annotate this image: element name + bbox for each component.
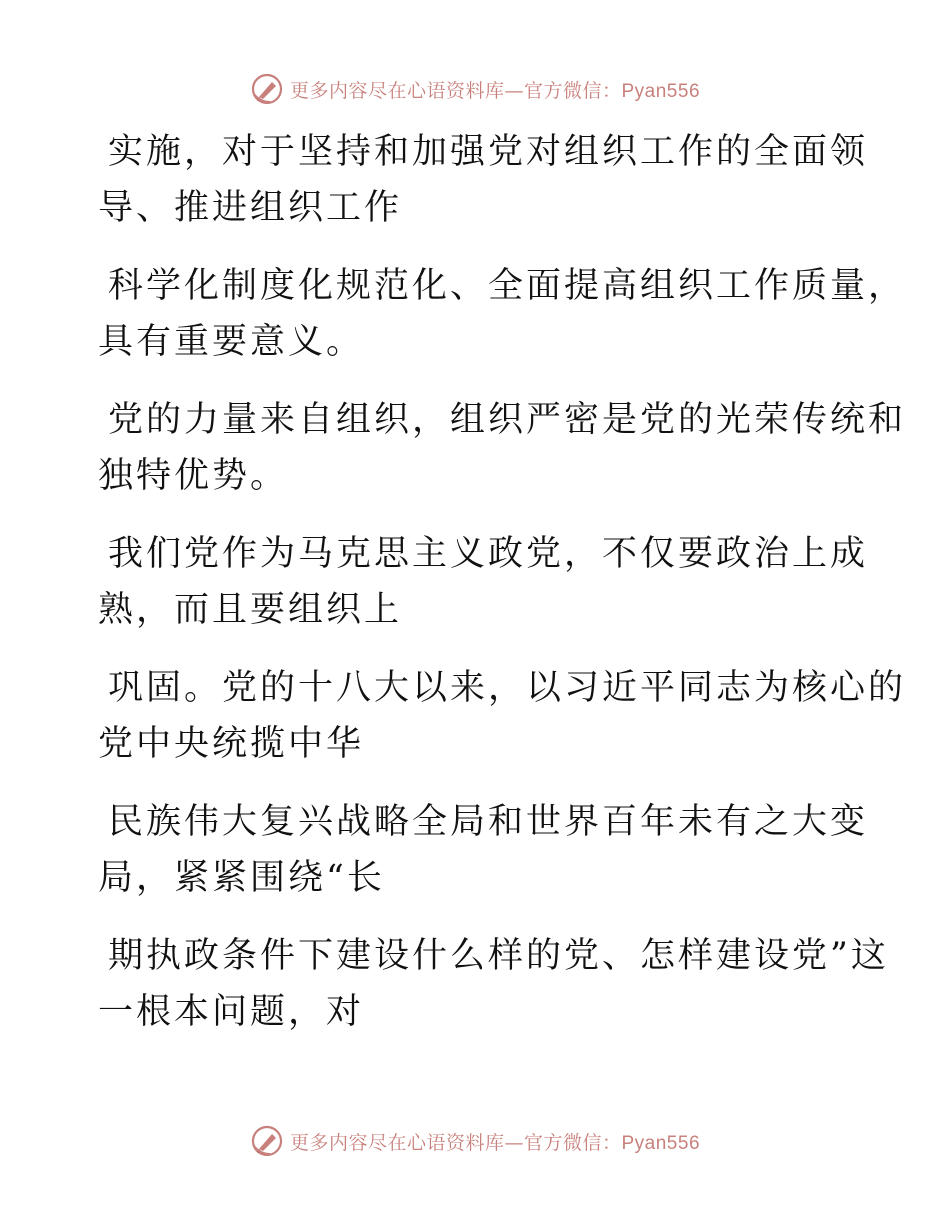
text-line: 巩固。党的十八大以来，以习近平同志为核心的 [108,668,907,708]
text-line: 局，紧紧围绕“长 [98,858,385,898]
text-line: 党中央统揽中华 [98,724,365,764]
text-line: 我们党作为马克思主义政党，不仅要政治上成 [108,534,869,574]
text-line: 实施，对于坚持和加强党对组织工作的全面领 [108,132,869,172]
text-line: 科学化制度化规范化、全面提高组织工作质量， [108,266,907,306]
watermark-id: Pyan556 [621,1132,701,1154]
text-line: 具有重要意义。 [98,322,365,362]
text-line: 一根本问题，对 [98,992,365,1032]
paragraph [98,124,869,236]
paragraph [98,392,907,504]
paragraph [98,526,869,638]
paragraph [98,258,907,370]
watermark-text: 更多内容尽在心语资料库—官方微信： [289,79,622,102]
watermark-id: Pyan556 [621,80,701,102]
text-line: 期执政条件下建设什么样的党、怎样建设党”这 [108,936,889,976]
document-body [98,124,907,1062]
pen-logo-icon [250,72,284,106]
footer-watermark [0,1124,950,1158]
header-watermark [0,72,950,106]
paragraph [98,928,889,1040]
paragraph [98,660,907,772]
text-line: 民族伟大复兴战略全局和世界百年未有之大变 [108,802,869,842]
text-line: 熟，而且要组织上 [98,590,403,630]
text-line: 党的力量来自组织，组织严密是党的光荣传统和 [108,400,907,440]
paragraph [98,794,869,906]
text-line: 导、推进组织工作 [98,188,403,228]
text-line: 独特优势。 [98,456,289,496]
pen-logo-icon [250,1124,284,1158]
watermark-text: 更多内容尽在心语资料库—官方微信： [289,1131,622,1154]
